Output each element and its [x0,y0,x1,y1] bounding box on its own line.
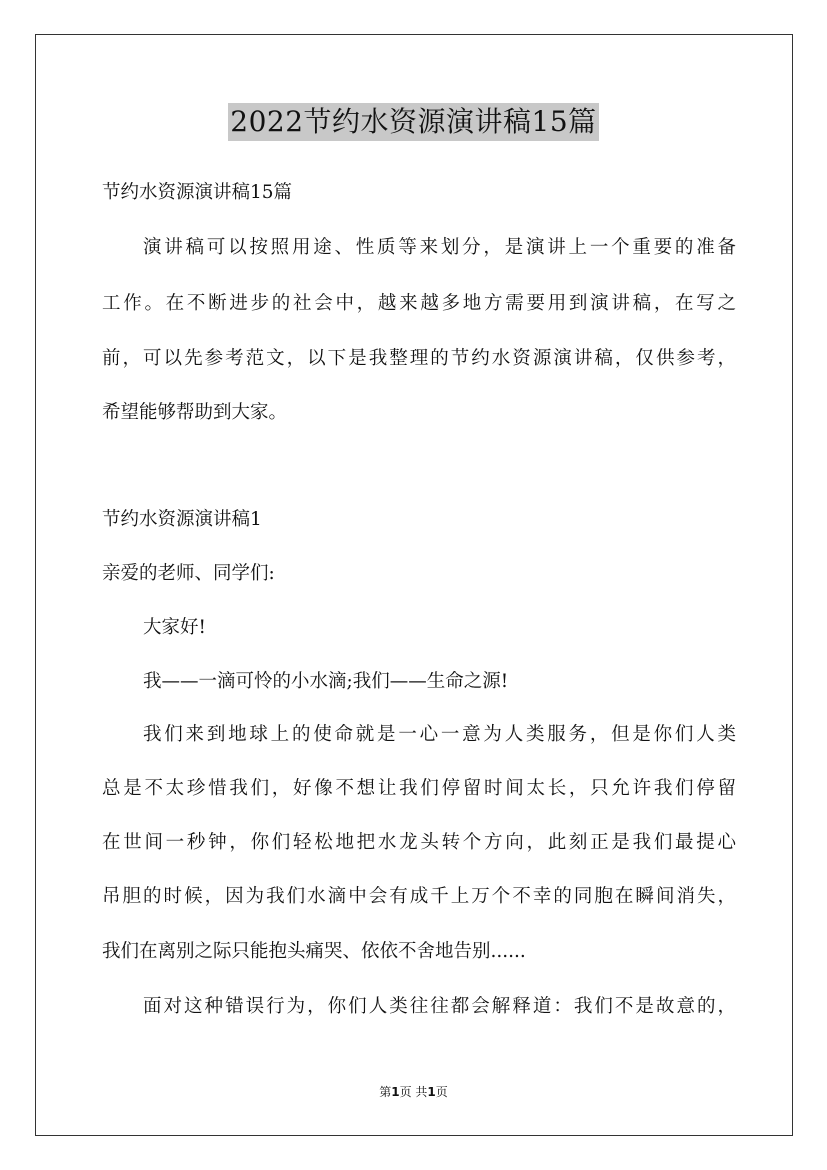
para1-line-1: 我们来到地球上的使命就是一心一意为人类服务，但是你们人类 [143,724,736,745]
intro-line-1: 演讲稿可以按照用途、性质等来划分，是演讲上一个重要的准备 [143,237,736,258]
section-heading: 节约水资源演讲稿1 [102,509,262,530]
title-container [0,103,827,141]
greeting: 大家好! [143,617,206,638]
subtitle: 节约水资源演讲稿15篇 [102,182,293,203]
intro-line-4: 希望能够帮助到大家。 [102,402,288,423]
intro-line-3: 前，可以先参考范文，以下是我整理的节约水资源演讲稿，仅供参考， [102,348,736,369]
salutation: 亲爱的老师、同学们: [102,563,275,584]
para1-line-3: 在世间一秒钟，你们轻松地把水龙头转个方向，此刻正是我们最提心 [102,832,736,853]
footer-page-total: 1 [427,1085,436,1099]
para2-line-1: 面对这种错误行为，你们人类往往都会解释道：我们不是故意的， [143,996,736,1017]
footer-prefix: 第 [379,1085,392,1099]
footer-mid: 页 共 [399,1085,428,1099]
para1-line-4: 吊胆的时候，因为我们水滴中会有成千上万个不幸的同胞在瞬间消失， [102,886,736,907]
footer-page-current: 1 [391,1085,400,1099]
page-footer [0,1084,827,1100]
intro-line-2: 工作。在不断进步的社会中，越来越多地方需要用到演讲稿，在写之 [102,293,736,314]
para1-line-2: 总是不太珍惜我们，好像不想让我们停留时间太长，只允许我们停留 [102,778,736,799]
intro-sentence: 我——一滴可怜的小水滴;我们——生命之源! [143,671,509,692]
para1-line-5: 我们在离别之际只能抱头痛哭、依依不舍地告别...... [102,941,526,962]
footer-suffix: 页 [435,1085,448,1099]
document-title: 2022节约水资源演讲稿15篇 [228,103,598,141]
